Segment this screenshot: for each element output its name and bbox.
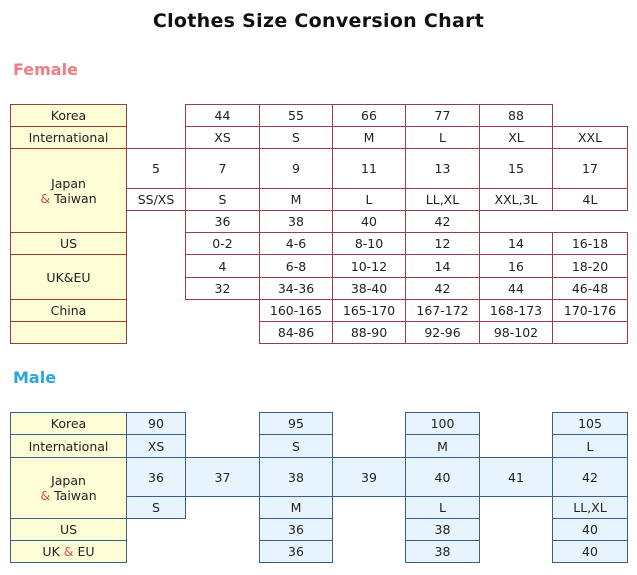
female-label-china-blank [10,321,127,344]
male-korea-cell: 100 [405,412,480,435]
female-china-cell: 167-172 [405,299,480,322]
female-china-cell: 168-173 [479,299,553,322]
female-japan-cell: 9 [259,148,333,189]
female-korea-cell: 88 [479,104,553,127]
female-korea-cell: 66 [332,104,406,127]
male-japan-cell: 38 [259,457,333,497]
male-japan-cell: 39 [332,457,406,497]
female-us-cell: 8-10 [332,232,406,255]
female-china-cell: 165-170 [332,299,406,322]
female-international-cell: M [332,126,406,149]
male-uk-eu-cell: 38 [405,540,480,563]
female-japan-cell: 38 [259,210,333,233]
female-japan-cell: L [332,188,406,211]
male-korea-cell: 105 [552,412,628,435]
female-china-cell: 160-165 [259,299,333,322]
female-japan-cell: SS/XS [126,188,186,211]
female-japan-cell: 17 [552,148,628,189]
female-japan-cell: 7 [185,148,260,189]
male-label-uk: UK [42,544,60,559]
female-china-cell: 88-90 [332,321,406,344]
male-label-japan-amp: & [40,488,51,503]
female-japan-cell: 15 [479,148,553,189]
female-label-japan: Japan [51,175,86,191]
female-uk-eu-cell: 16 [479,254,553,278]
female-label-taiwan: Taiwan [54,190,97,206]
female-uk-eu-cell: 14 [405,254,480,278]
female-korea-cell: 55 [259,104,333,127]
male-japan-cell: 37 [185,457,260,497]
female-label-japan-amp: & [40,190,51,206]
female-label-us: US [10,232,127,255]
female-japan-cell: 4L [552,188,628,211]
male-international-cell: S [259,434,333,458]
male-japan-cell: M [259,496,333,519]
female-international-cell: L [405,126,480,149]
female-japan-cell: 36 [185,210,260,233]
female-section-title: Female [13,60,78,79]
female-japan-cell: 11 [332,148,406,189]
female-uk-eu-cell: 4 [185,254,260,278]
male-korea-cell: 90 [126,412,186,435]
female-korea-cell: 77 [405,104,480,127]
male-label-us: US [10,518,127,541]
male-label-uk-eu [10,540,127,563]
male-japan-cell: 36 [126,457,186,497]
female-us-cell: 16-18 [552,232,628,255]
female-korea-cell: 44 [185,104,260,127]
male-japan-cell: L [405,496,480,519]
female-uk-eu-cell: 42 [405,277,480,300]
female-us-cell: 14 [479,232,553,255]
male-korea-cell: 95 [259,412,333,435]
female-china-cell: 98-102 [479,321,553,344]
male-us-cell: 40 [552,518,628,541]
male-label-international: International [10,434,127,458]
female-uk-eu-cell: 44 [479,277,553,300]
male-label-japan: Japan [51,473,86,488]
female-uk-eu-cell: 46-48 [552,277,628,300]
female-japan-cell: LL,XL [405,188,480,211]
female-label-taiwan-line [40,191,96,206]
chart-title: Clothes Size Conversion Chart [152,10,485,32]
female-japan-cell: 40 [332,210,406,233]
female-japan-cell: 42 [405,210,480,233]
female-uk-eu-cell: 18-20 [552,254,628,278]
female-label-japan-taiwan [10,148,127,233]
female-uk-eu-cell: 6-8 [259,254,333,278]
male-japan-cell: 42 [552,457,628,497]
female-international-cell: XL [479,126,553,149]
female-label-china: China [10,299,127,322]
male-us-cell: 36 [259,518,333,541]
female-label-korea: Korea [10,104,127,127]
male-label-eu: EU [77,544,95,559]
male-label-taiwan-line [40,488,96,503]
female-japan-cell: 5 [126,148,186,189]
female-japan-cell: M [259,188,333,211]
female-uk-eu-cell: 38-40 [332,277,406,300]
male-international-cell: M [405,434,480,458]
female-label-uk-eu: UK&EU [10,254,127,300]
female-us-cell: 12 [405,232,480,255]
male-japan-cell: LL,XL [552,496,628,519]
male-label-korea: Korea [10,412,127,435]
female-china-cell: 84-86 [259,321,333,344]
female-japan-cell: S [185,188,260,211]
female-uk-eu-cell: 32 [185,277,260,300]
male-japan-cell: 41 [479,457,553,497]
female-japan-cell: XXL,3L [479,188,553,211]
female-label-international: International [10,126,127,149]
female-china-cell: 170-176 [552,299,628,322]
female-uk-eu-cell: 34-36 [259,277,333,300]
female-international-cell: XXL [552,126,628,149]
female-china-cell: 92-96 [405,321,480,344]
male-japan-cell: S [126,496,186,519]
male-uk-eu-cell: 40 [552,540,628,563]
male-label-uk-amp: & [63,544,74,559]
female-international-cell: S [259,126,333,149]
male-section-title: Male [13,368,57,387]
female-uk-eu-cell: 10-12 [332,254,406,278]
male-label-japan-taiwan [10,457,127,519]
female-international-cell: XS [185,126,260,149]
male-international-cell: XS [126,434,186,458]
male-japan-cell: 40 [405,457,480,497]
female-us-cell: 4-6 [259,232,333,255]
female-china-cell [552,321,628,344]
male-uk-eu-cell: 36 [259,540,333,563]
male-international-cell: L [552,434,628,458]
male-label-taiwan: Taiwan [54,488,97,503]
female-us-cell: 0-2 [185,232,260,255]
female-japan-cell: 13 [405,148,480,189]
male-us-cell: 38 [405,518,480,541]
